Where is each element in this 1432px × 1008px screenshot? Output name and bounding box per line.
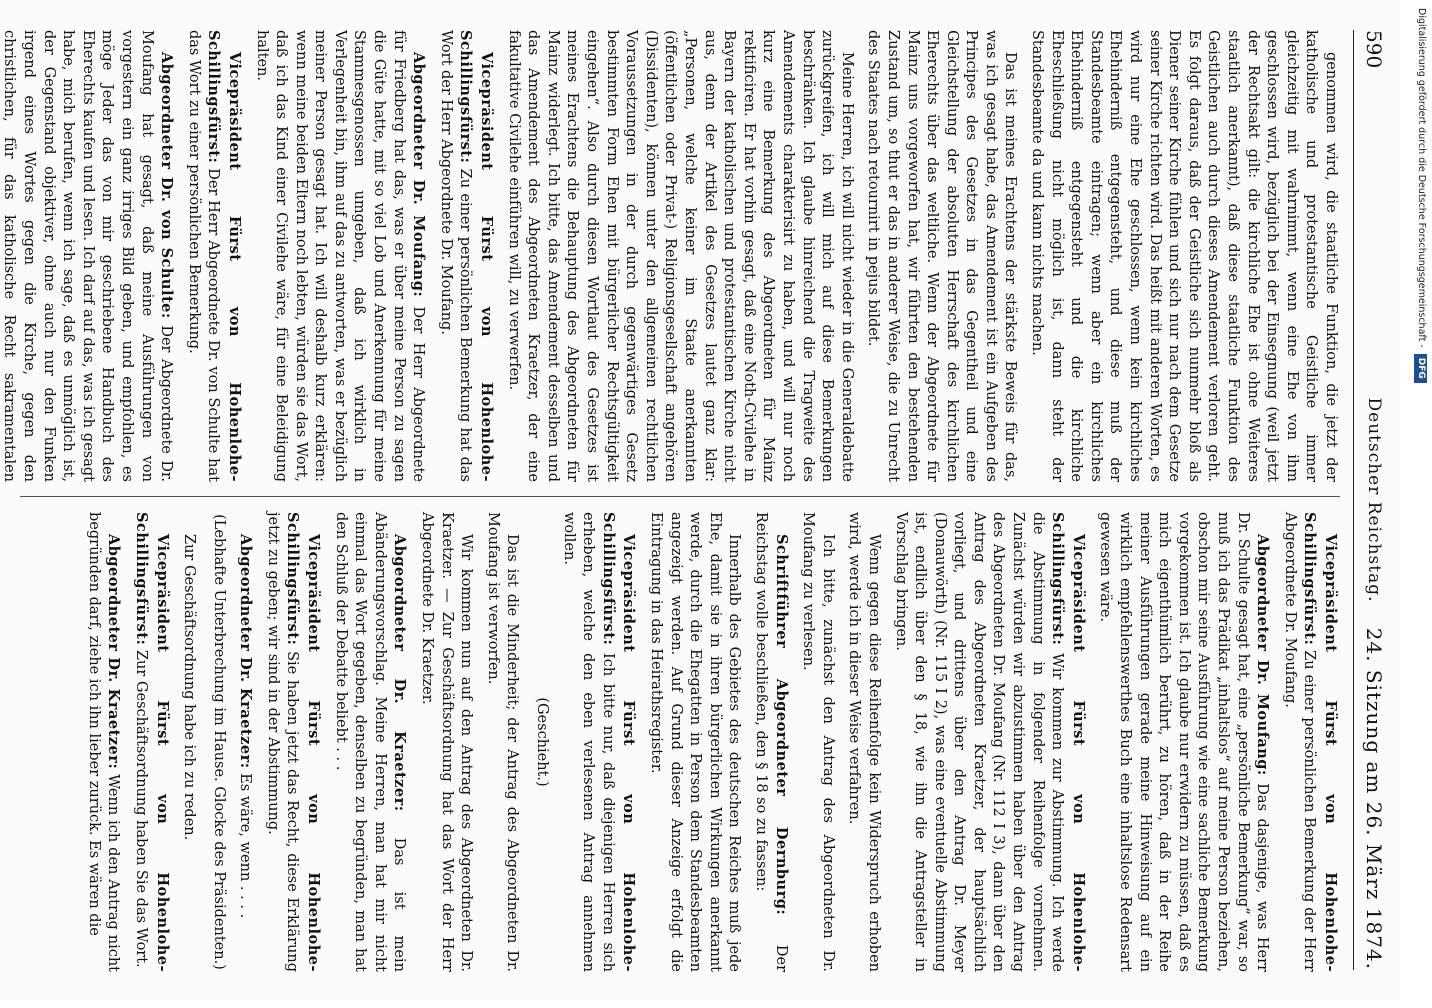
paragraph-text: Das dasjenige, was Herr Dr. Schulte gesagt hat, eine „persönliche Bemerkung“ war, so muß ich das Prädikat „inhaltslos“ auf meine Person beziehen, obschon mir seine Ausführung wie eine sachliche Bemerkung vorgekommen ist. Ich glaube nur erwidern zu müssen, daß es mich eigenthümlich berührt, zu hören, daß in der Reihe meiner Ausführungen gerade meine Hinweisung auf ein wirklich empfehlenswerthes Buch eine inhaltslose Redensart gewesen wäre. (1097, 512, 1271, 972)
paragraph-text: Das ist meines Erachtens der stärkste Beweis für das, was ich gesagt habe, das Amendement ist ein Aufgeben des Principes des Gesetzes in das Gegentheil und eine Gleichstellung der absoluten Herrschaft des kirchlichen Eherechts über das weltliche. Wenn der Abgeordnete für Mainz uns vorgeworfen hat, wir führten den bestehenden Zustand um, so thut er das in anderer Weise, die zu Unrecht des Staates nach retournirt in pejus bildet. (865, 30, 1019, 482)
paragraph-text: Meine Herren, ich will nicht wieder in die Generaldebatte zurückgreifen, ich will mich auf diese Bemerkungen beschränken. Ich glaube hinreichend die Tragweite des Amendements charakterisirt zu haben, und will nur noch kurz eine Bemerkung des Abgeordneten für Mainz rektificiren. Er hat vorhin gesagt, daß eine Noth-Civilehe in Bayern der katholischen und protestantischen Kirche nicht aus, denn der Artikel des Gesetzes lautet ganz klar: „Personen, welche keiner im Staate anerkannten (öffentlichen oder Privat-) Religionsgesellschaft angehören (Dissidenten), können unter den allgemeinen rechtlichen Voraussetzungen in der durch gegenwärtiges Gesetz bestimmten Form Ehen mit bürgerlicher Rechtsgültigkeit eingehen“. Also durch diesen Wortlaut des Gesetzes ist meines Erachtens die Behauptung des Abgeordneten für Mainz widerlegt. Ich bitte, das Amendement desselben und das Amendement des Abgeordneten Kraetzer, der eine fakultative Civilehe einführen will, zu verwerfen. (505, 30, 855, 482)
speaker-name: Abgeordneter Dr. Kraetzer: (237, 534, 255, 769)
paragraph (503, 30, 856, 482)
column-divider (20, 496, 1340, 497)
speaker-name: Schriftführer Abgeordneter Dernburg: (772, 534, 790, 916)
paragraph (645, 512, 743, 972)
paragraph-text: Sie haben jetzt das Recht, diese Erklärung jetzt zu geben; wir sind in der Abstimmung. (264, 512, 301, 973)
paragraph-text: Wenn ich den Antrag nicht begründen darf, ziehe ich ihn lieber zurück. Es wären die (85, 512, 122, 973)
page-header (1353, 30, 1394, 970)
speaker-name: Abgeordneter Dr. Kraetzer: (105, 534, 123, 770)
speaker-name: Abgeordneter Dr. Moufang: (1254, 534, 1272, 776)
speaker-name: Vicepräsident Fürst von Hohenlohe-Schillingsfürst: (457, 30, 496, 482)
paragraph-text: (Geschieht.) (534, 697, 551, 787)
paragraph-text: Das ist mein Abänderungsvorschlag. Meine Herren, man hat mir nicht einmal das Wort gegeben, denselben zu begründen, man hat den Schluß der Debatte beliebt . . . (332, 512, 408, 972)
paragraph-text: (Lebhafte Unterbrechung im Hause. Glocke des Präsidenten.) (210, 514, 227, 970)
speaker-name: Vicepräsident Fürst von Hohenlohe-Schillingsfürst: (599, 512, 638, 972)
paragraph (1095, 512, 1272, 972)
paragraph-text: Das ist die Minderheit; der Antrag des Abgeordneten Dr. Moufang ist verworfen. (484, 512, 521, 972)
paragraph (844, 512, 883, 972)
speaker-name: Vicepräsident Fürst von Hohenlohe-Schillingsfürst: (132, 512, 171, 972)
paragraph-text: Der Herr Abgeordnete für Friedberg hat das, was er über meine Person zu sagen die Güte hatte, mit so viel Lob und Anerkennung für meine Stammesgenossen umgeben, daß ich wirklich in Verlegenheit bin, ihm auf das zu antworten, was er bezüglich meiner Person gesagt hat. Ich will deshalb kurz erklären: wenn meine beiden Eltern noch lebten, würden sie das Wort, daß ich das Kind einer Civilehe wäre, für eine Beleidigung halten. (253, 30, 427, 482)
paragraph (235, 512, 256, 972)
paragraph-text: Wenn gegen diese Reihenfolge kein Widerspruch erhoben wird, werde ich in dieser Weise verfahren. (846, 512, 882, 972)
paragraph (83, 512, 123, 972)
paragraph (1027, 30, 1341, 482)
paragraph (890, 512, 1088, 972)
paragraph-text: Wir kommen nun auf den Antrag des Abgeordneten Dr. Kraetzer. — Zur Geschäftsordnung hat das Wort der Herr Abgeordnete Dr. Kraetzer. (419, 512, 475, 972)
speaker-name: Vicepräsident Fürst von Hohenlohe-Schillingsfürst: (1301, 512, 1339, 972)
session-title: 24. Sitzung am 26. März 1874. (1362, 627, 1386, 970)
paragraph-text: Zur Geschäftsordnung haben Sie das Wort. (132, 649, 149, 968)
paragraph-text: Ich bitte, zunächst den Antrag des Abgeordneten Dr. Moufang zu verlesen. (800, 512, 836, 972)
paragraph-text: Der Herr Abgeordnete Dr. von Schulte hat das Wort zu einer persönlichen Bemerkung. (185, 30, 222, 482)
stage-direction (208, 512, 228, 972)
paragraph (416, 512, 475, 972)
paragraph (183, 30, 244, 482)
paragraph (558, 512, 638, 972)
paragraph (863, 30, 1020, 482)
right-text-column (10, 512, 1340, 972)
page-title: Deutscher Reichstag. (1364, 397, 1384, 603)
paragraph (798, 512, 837, 972)
paragraph (130, 512, 171, 972)
paragraph (1279, 512, 1340, 972)
paragraph (330, 512, 409, 972)
speaker-name: Vicepräsident Fürst von Hohenlohe-Schillingsfürst: (205, 30, 243, 482)
paragraph (0, 30, 176, 482)
paragraph-text: Zur Geschäftsordnung habe ich zu reden. (181, 534, 198, 841)
paragraph-text: Der Reichstag wolle beschließen, den § 18 so zu fassen: (752, 512, 789, 972)
speaker-name: Abgeordneter Dr. Kraetzer: (391, 534, 409, 812)
stage-direction (531, 512, 551, 972)
speaker-name: Abgeordneter Dr. Moufang: (410, 52, 428, 298)
dfg-footer (1412, 0, 1430, 1000)
paragraph (179, 512, 199, 972)
paragraph-text: Ich bitte nur, daß diejenigen Herren sich erheben, welche den eben verlesenen Antrag annehmen wollen. (560, 512, 616, 972)
speaker-name: Vicepräsident Fürst von Hohenlohe-Schillingsfürst: (284, 512, 323, 972)
paragraph-text: Zu einer persönlichen Bemerkung hat das Wort der Herr Abgeordnete Dr. Moufang. (437, 30, 474, 482)
footer-text: Digitalisierung gefördert durch die Deutsche Forschungsgemeinschaft - (1416, 8, 1427, 348)
left-text-column (1, 30, 1340, 483)
paragraph (435, 30, 496, 482)
paragraph-text: genommen wird, die staatliche Funktion, die jetzt der katholische und protestantische Geistliche immer gleichzeitig mit wahrnimmt, wenn eine Ehe von ihm geschlossen wird, bezüglich bei der Einsegnung (weil jetzt der Rechtsakt gilt: die kirchliche Ehe ist ohne Weiteres staatlich anerkannt), daß diese staatliche Funktion des Geistlichen auch durch dieses Amendement verloren geht. Es folgt daraus, daß der Geistliche sich nunmehr bloß als Diener seiner Kirche fühlen und sich nur nach dem Gesetze seiner Kirche richten wird. Das heißt mit anderen Worten, es wird nur eine Ehe geschlossen, wenn kein kirchliches Ehehinderniß entgegensteht, und diese muß der Standesbeamte eintragen; wenn aber ein kirchliches Ehehinderniß entgegensteht und die kirchliche Eheschließung nicht möglich ist, dann steht der Standesbeamte da und kann nichts machen. (1029, 30, 1339, 482)
speaker-name: Vicepräsident Fürst von Hohenlohe-Schillingsfürst: (1049, 512, 1087, 972)
paragraph-text: Innerhalb des Gebietes des deutschen Reiches muß jede Ehe, damit sie in ihren bürgerlichen Wirkungen anerkannt werde, durch die Ehegatten in Person dem Standesbeamten angezeigt werden. Auf Grund dieser Anzeige erfolgt die Eintragung in das Heirathsregister. (648, 512, 743, 972)
paragraph (262, 512, 323, 972)
paragraph-text: Zu einer persönlichen Bemerkung der Herr Abgeordnete Dr. Moufang. (1281, 512, 1318, 972)
speaker-name: Abgeordneter Dr. von Schulte: (158, 52, 176, 319)
paragraph (251, 30, 428, 482)
paragraph-text: Der Abgeordnete Dr. Moufang hat gesagt, daß meine Ausführungen von vorgestern ein ganz irriges Bild geben, und empfohlen, es möge Jeder das von mir geschriebene Handbuch des Eherechts kaufen und lesen. Ich darf auf das, was ich gesagt habe, mich berufen, wenn ich sage, daß es unmöglich ist, der Gegenstand objektiver, ohne auch nur den Funken irgend eines Wortes gegen die Kirche, gegen den christlichen, für das katholische Recht sakramentalen (1, 30, 175, 483)
paragraph (482, 512, 521, 972)
paragraph-text: Wir kommen zur Abstimmung. Ich werde die Abstimmung in folgender Reihenfolge vornehmen. Zunächst würden wir abzustimmen haben über den Antrag des Abgeordneten Dr. Moufang (Nr. 112 I 3), dann über den Antrag des Abgeordneten Kraetzer, der hauptsächlich vorliegt, und drittens über den Antrag Dr. Meyer (Donauwörth) (Nr. 115 I 2), was eine eventuelle Abstimmung ist, endlich über den § 18, wie ihn die Antragsteller in Vorschlag bringen. (892, 512, 1066, 972)
paragraph-text: Es wäre, wenn . . . . (237, 773, 254, 919)
paragraph (750, 512, 790, 972)
dfg-logo: DFG (1414, 354, 1427, 383)
page-number: 590 (1362, 30, 1386, 69)
